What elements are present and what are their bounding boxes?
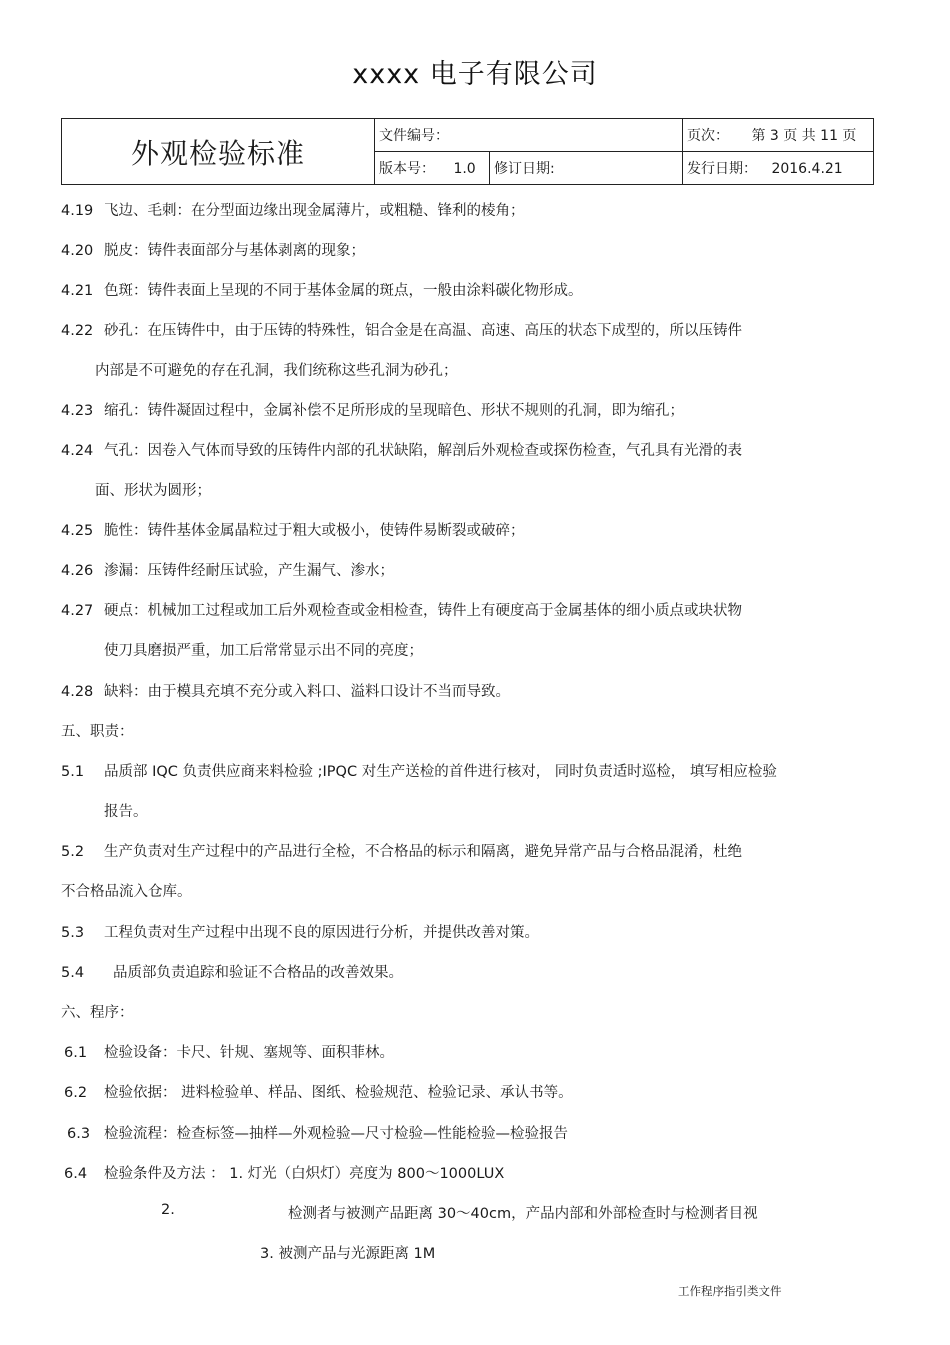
clause-continuation: 不合格品流入仓库。 (61, 884, 192, 900)
page-cell (683, 119, 874, 152)
company-name: xxxx 电子有限公司 (352, 59, 598, 90)
clause-line: 4.27 硬点：机械加工过程或加工后外观检查或金相检查，铸件上有硬度高于金属基体的细小质点或块状物 (61, 603, 742, 619)
clause-line: 5.1 品质部 IQC 负责供应商来料检验 ;IPQC 对生产送检的首件进行核对， 同时负责适时巡检， 填写相应检验 (61, 764, 777, 780)
clause-line: 4.20 脱皮：铸件表面部分与基体剥离的现象； (61, 243, 365, 259)
clause-line: 5.3 工程负责对生产过程中出现不良的原因进行分析，并提供改善对策。 (61, 925, 539, 941)
file-number-label: 文件编号： (379, 128, 449, 144)
issue-date-label: 发行日期： (687, 161, 757, 177)
clause-line: 4.22 砂孔：在压铸件中，由于压铸的特殊性，铝合金是在高温、高速、高压的状态下成型的，所以压铸件 (61, 323, 742, 339)
clause-line: 4.19 飞边、毛刺：在分型面边缘出现金属薄片，或粗糙、锋利的棱角； (61, 203, 525, 219)
clause-line: 4.21 色斑：铸件表面上呈现的不同于基体金属的斑点，一般由涂料碳化物形成。 (61, 283, 583, 299)
clause-line: 6.4 检验条件及方法 ： 1. 灯光（白炽灯）亮度为 800～1000LUX (64, 1166, 505, 1182)
revise-date-label: 修订日期: (494, 161, 555, 177)
clause-continuation: 报告。 (104, 804, 148, 820)
file-number-cell (375, 119, 683, 152)
revise-date-cell (490, 152, 683, 185)
section-heading-procedure: 六、程序： (61, 1005, 134, 1021)
clause-line: 4.24 气孔：因卷入气体而导致的压铸件内部的孔状缺陷，解剖后外观检查或探伤检查，气孔具有光滑的表 (61, 443, 742, 459)
clause-line: 4.23 缩孔：铸件凝固过程中，金属补偿不足所形成的呈现暗色、形状不规则的孔洞，即为缩孔； (61, 403, 684, 419)
issue-date-cell (683, 152, 874, 185)
clause-line: 6.3 检验流程：检查标签—抽样—外观检验—尺寸检验—性能检验—检验报告 (67, 1126, 568, 1142)
clause-continuation: 内部是不可避免的存在孔洞，我们统称这些孔洞为砂孔； (95, 363, 458, 379)
condition-text: 检测者与被测产品距离 30～40cm，产品内部和外部检查时与检测者目视 (288, 1206, 758, 1222)
clause-line: 5.4 品质部负责追踪和验证不合格品的改善效果。 (61, 965, 403, 981)
section-heading-duties: 五、职责： (61, 724, 134, 740)
version-value: 1.0 (453, 161, 476, 177)
clause-continuation: 使刀具磨损严重，加工后常常显示出不同的亮度； (104, 643, 423, 659)
condition-number: 2. (161, 1202, 175, 1218)
document-title: 外观检验标准 (62, 119, 375, 185)
condition-line: 3. 被测产品与光源距离 1M (260, 1246, 436, 1262)
version-cell (375, 152, 490, 185)
clause-line: 4.25 脆性：铸件基体金属晶粒过于粗大或极小，使铸件易断裂或破碎； (61, 523, 525, 539)
document-header-table (61, 118, 874, 185)
clause-line: 4.26 渗漏：压铸件经耐压试验，产生漏气、渗水； (61, 563, 394, 579)
issue-date-value: 2016.4.21 (771, 161, 843, 177)
page-label: 页次： (687, 128, 729, 144)
version-label: 版本号： (379, 161, 435, 177)
clause-line: 5.2 生产负责对生产过程中的产品进行全检，不合格品的标示和隔离，避免异常产品与合格品混淆，杜绝 (61, 844, 742, 860)
clause-line: 4.28 缺料：由于模具充填不充分或入料口、溢料口设计不当而导致。 (61, 684, 510, 700)
clause-line: 6.2 检验依据： 进料检验单、样品、图纸、检验规范、检验记录、承认书等。 (64, 1085, 573, 1101)
clause-continuation: 面、形状为圆形； (95, 483, 211, 499)
clause-line: 6.1 检验设备：卡尺、针规、塞规等、面积菲林。 (64, 1045, 394, 1061)
page-value: 第 3 页 共 11 页 (751, 128, 857, 144)
footer-doc-type: 工作程序指引类文件 (678, 1284, 782, 1298)
